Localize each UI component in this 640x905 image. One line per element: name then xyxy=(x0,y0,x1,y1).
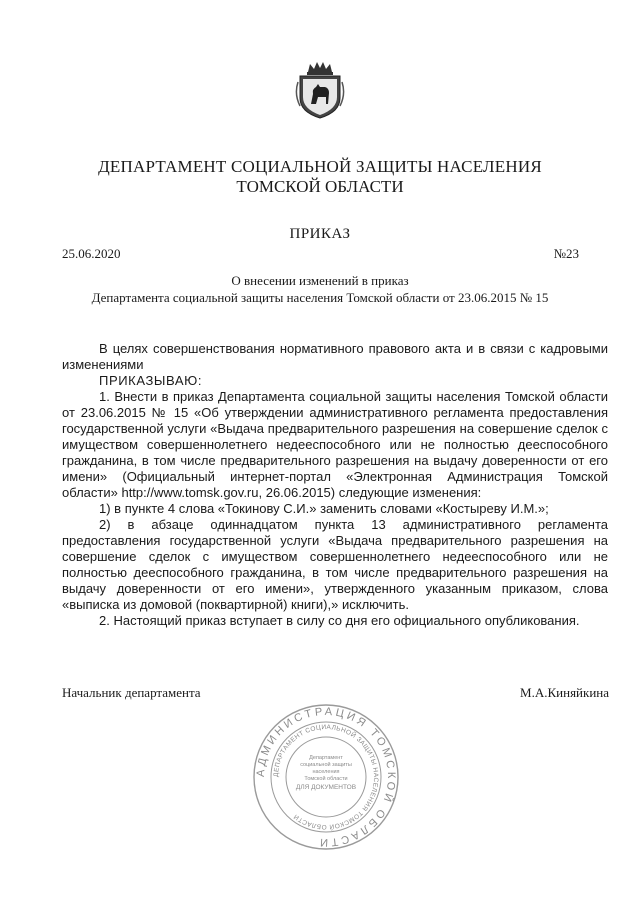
svg-text:ДЛЯ ДОКУМЕНТОВ: ДЛЯ ДОКУМЕНТОВ xyxy=(295,784,357,791)
department-name-line1: ДЕПАРТАМЕНТ СОЦИАЛЬНОЙ ЗАЩИТЫ НАСЕЛЕНИЯ xyxy=(98,157,542,176)
official-seal-icon xyxy=(252,703,400,851)
order-date: 25.06.2020 xyxy=(62,246,121,261)
svg-text:населения: населения xyxy=(312,769,340,775)
preamble-paragraph: В целях совершенствования нормативного правового акта и в связи с кадровыми изменениями xyxy=(62,341,608,372)
item-1-paragraph: 1. Внести в приказ Департамента социальной защиты населения Томской области от 23.06.2015 № 15 «Об утверждении административного регламента предоставления государственной услуги «Выдача предварительного разрешения на совершение сделок с имуществом совершеннолетнего недееспособного или не полностью дееспособного гражданина, в том числе предварительного разрешения на выдачу доверенности от его имени» (Официальный интернет-портал «Электронная Администрация Томской области» http://www.tomsk.gov.ru, 26.06.2015) следующие изменения: xyxy=(62,389,608,500)
svg-text:Томской области: Томской области xyxy=(304,776,348,782)
svg-text:Департамент: Департамент xyxy=(309,755,343,761)
subitem-1-paragraph: 1) в пункте 4 слова «Токинову С.И.» заменить словами «Костыреву И.М.»; xyxy=(99,501,549,516)
svg-text:ДЕПАРТАМЕНТ СОЦИАЛЬНОЙ ЗАЩИТЫ: ДЕПАРТАМЕНТ СОЦИАЛЬНОЙ ЗАЩИТЫ НАСЕЛЕНИЯ ТОМСКОЙ ОБЛАСТИ xyxy=(272,723,380,831)
order-title: ПРИКАЗ xyxy=(289,226,351,242)
signatory-title: Начальник департамента xyxy=(62,685,201,700)
svg-text:АДМИНИСТРАЦИЯ ТОМСКОЙ ОБЛАСТИ: АДМИНИСТРАЦИЯ ТОМСКОЙ ОБЛАСТИ xyxy=(254,705,398,849)
svg-text:социальной защиты: социальной защиты xyxy=(300,762,352,768)
subitem-2-paragraph: 2) в абзаце одиннадцатом пункта 13 административного регламента предоставления государственной услуги «Выдача предварительного разрешения на совершение сделок с имуществом совершеннолетнего недееспособного или не полностью дееспособного гражданина, в том числе предварительного разрешения на выдачу доверенности от его имени», утвержденного указанным приказом, слова «выписка из домовой (поквартирной) книги),» исключить. xyxy=(62,517,608,612)
department-name-line2: ТОМСКОЙ ОБЛАСТИ xyxy=(236,177,404,196)
order-subject-line2: Департамента социальной защиты населения Томской области от 23.06.2015 № 15 xyxy=(91,290,549,305)
order-subject-line1: О внесении изменений в приказ xyxy=(231,273,409,288)
tomsk-coat-of-arms-icon xyxy=(294,60,346,120)
item-2-paragraph: 2. Настоящий приказ вступает в силу со дня его официального опубликования. xyxy=(99,613,580,628)
prikazyvayu-heading: ПРИКАЗЫВАЮ: xyxy=(99,373,203,388)
order-number: №23 xyxy=(553,246,579,261)
signatory-name: М.А.Киняйкина xyxy=(520,685,609,700)
